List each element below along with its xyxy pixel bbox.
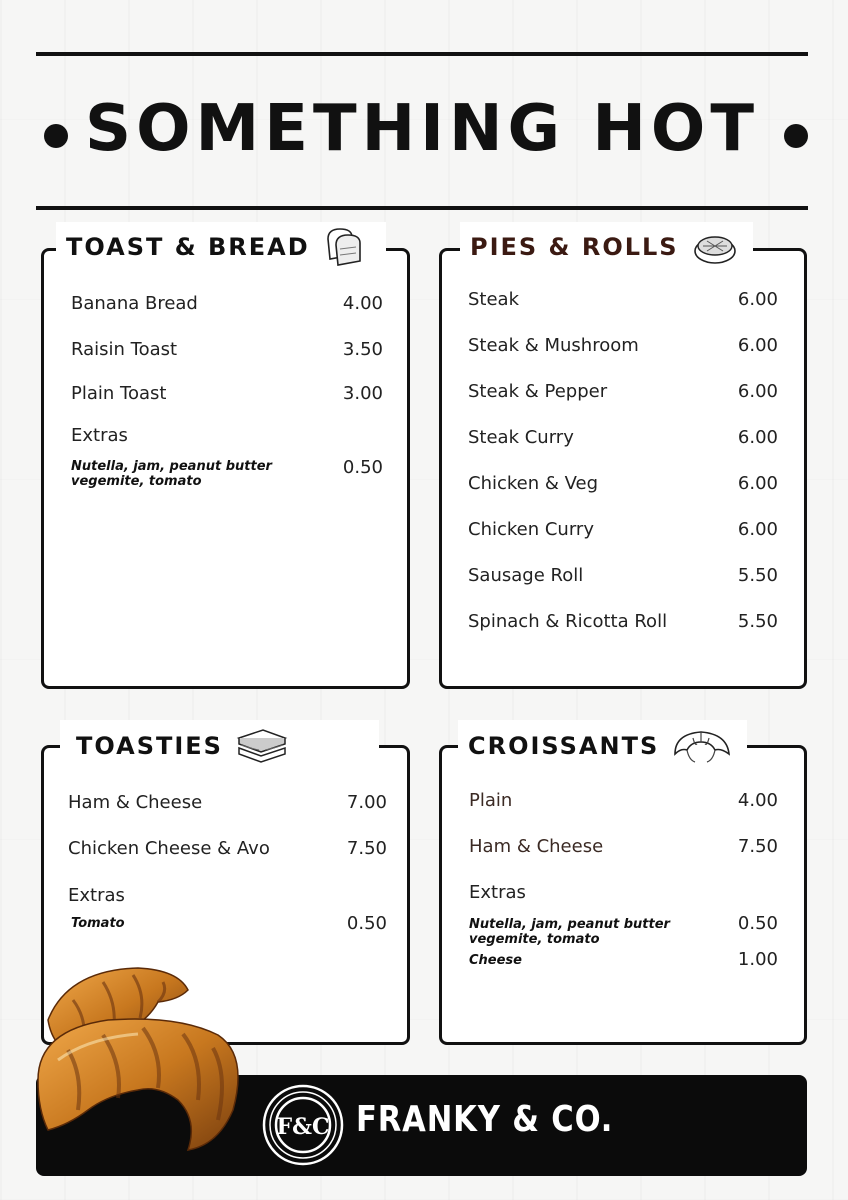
extra-price: 0.50 bbox=[342, 457, 383, 478]
title-row bbox=[36, 78, 808, 188]
item-price: 6.00 bbox=[737, 519, 778, 540]
extra-name: Nutella, jam, peanut butter vegemite, tomato bbox=[469, 917, 670, 947]
extra-name: Cheese bbox=[469, 953, 522, 968]
item-name: Plain bbox=[469, 790, 513, 811]
pies-rolls-heading: PIES & ROLLS bbox=[460, 222, 753, 272]
item-price: 6.00 bbox=[737, 289, 778, 310]
item-name: Ham & Cheese bbox=[469, 836, 604, 857]
pie-icon bbox=[691, 227, 739, 267]
item-name: Sausage Roll bbox=[468, 565, 584, 586]
sandwich-icon bbox=[235, 726, 289, 766]
item-name: Raisin Toast bbox=[71, 339, 178, 360]
top-rule bbox=[36, 52, 808, 56]
toast-bread-heading: TOAST & BREAD bbox=[56, 222, 386, 272]
item-price: 7.50 bbox=[346, 838, 387, 859]
toasties-heading: TOASTIES bbox=[60, 720, 379, 772]
item-price: 5.50 bbox=[737, 611, 778, 632]
item-name: Steak Curry bbox=[468, 427, 574, 448]
item-name: Banana Bread bbox=[71, 293, 198, 314]
item-price: 4.00 bbox=[737, 790, 778, 811]
item-price: 6.00 bbox=[737, 335, 778, 356]
bottom-rule bbox=[36, 206, 808, 210]
item-name: Steak & Mushroom bbox=[468, 335, 639, 356]
pies-rolls-card bbox=[439, 248, 807, 689]
item-price: 3.50 bbox=[342, 339, 383, 360]
item-name: Ham & Cheese bbox=[68, 792, 203, 813]
item-name: Chicken Cheese & Avo bbox=[68, 838, 270, 859]
item-name: Chicken Curry bbox=[468, 519, 594, 540]
item-name: Spinach & Ricotta Roll bbox=[468, 611, 668, 632]
croissants-card: Plain 4.00 Ham & Cheese 7.50 Extras Nutella, jam, peanut butter vegemite, tomato 0.50 Cheese 1.00 bbox=[439, 745, 807, 1045]
croissant-icon bbox=[671, 724, 733, 768]
toasties-card: Ham & Cheese 7.00 Chicken Cheese & Avo 7.50 Extras Tomato 0.50 bbox=[41, 745, 410, 1045]
item-price: 3.00 bbox=[342, 383, 383, 404]
extra-price: 0.50 bbox=[346, 913, 387, 934]
toast-bread-card: Banana Bread 4.00 Raisin Toast 3.50 Plain Toast 3.00 Extras Nutella, jam, peanut butter vegemite, tomato 0.50 bbox=[41, 248, 410, 689]
bullet-right bbox=[784, 124, 808, 148]
croissant-photo bbox=[28, 960, 258, 1160]
brand-name: FRANKY & CO. bbox=[356, 1099, 614, 1140]
croissants-heading: CROISSANTS bbox=[458, 720, 747, 772]
item-price: 6.00 bbox=[737, 381, 778, 402]
item-price: 4.00 bbox=[342, 293, 383, 314]
extra-price: 1.00 bbox=[737, 949, 778, 970]
item-name: Steak & Pepper bbox=[468, 381, 608, 402]
logo-monogram: F&C bbox=[276, 1114, 330, 1140]
item-name: Chicken & Veg bbox=[468, 473, 599, 494]
toast-icon bbox=[322, 225, 372, 269]
item-price: 6.00 bbox=[737, 427, 778, 448]
item-price: 6.00 bbox=[737, 473, 778, 494]
item-name: Steak bbox=[468, 289, 520, 310]
item-name: Plain Toast bbox=[71, 383, 167, 404]
item-price: 7.00 bbox=[346, 792, 387, 813]
extra-name: Nutella, jam, peanut butter vegemite, tomato bbox=[71, 459, 272, 489]
extra-name: Tomato bbox=[71, 916, 125, 931]
item-price: 5.50 bbox=[737, 565, 778, 586]
extra-price: 0.50 bbox=[737, 913, 778, 934]
item-price: 7.50 bbox=[737, 836, 778, 857]
page-title: SOMETHING HOT bbox=[85, 92, 759, 166]
brand-logo bbox=[261, 1083, 345, 1167]
